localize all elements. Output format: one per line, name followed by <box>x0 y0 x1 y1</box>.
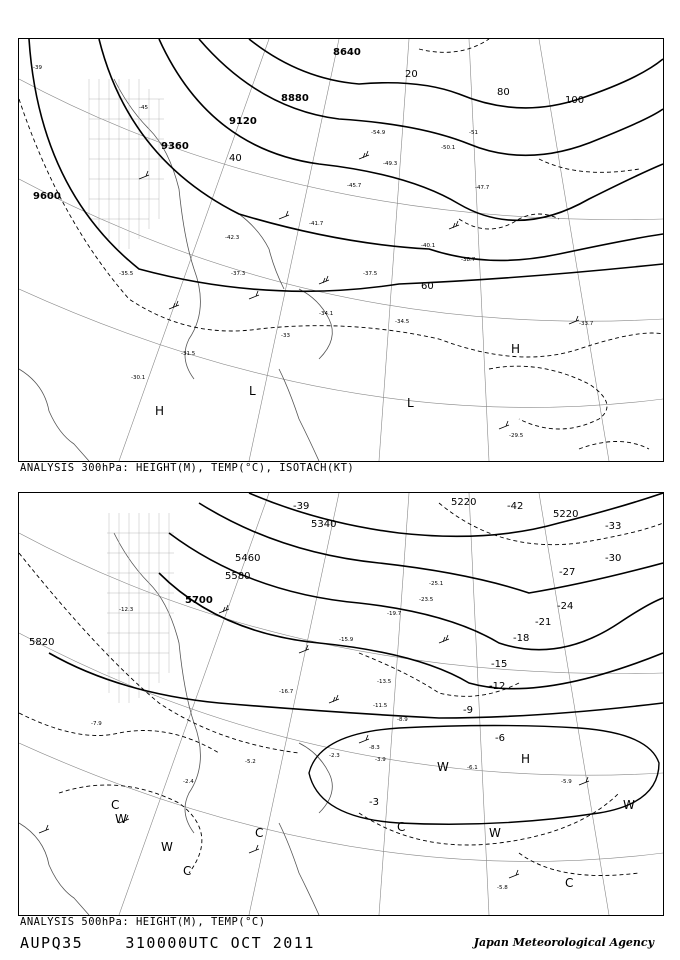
isotherm-label: -30 <box>605 553 622 564</box>
height-label-5340: 5340 <box>311 519 337 530</box>
warm-center: W <box>489 826 501 840</box>
bulletin-header <box>20 934 315 952</box>
temp-label: -38.7 <box>461 257 476 263</box>
temp-label: -25.1 <box>429 581 444 587</box>
isotherm-label: -42 <box>507 501 524 512</box>
warm-center: W <box>115 812 127 826</box>
temp-label: -15.9 <box>339 637 354 643</box>
temp-label: -29.5 <box>509 433 524 439</box>
upper-chart-caption: ANALYSIS 300hPa: HEIGHT(M), TEMP(°C), ISOTACH(KT) <box>20 462 355 474</box>
temp-label: -7.9 <box>91 721 102 727</box>
high-center: H <box>155 404 165 418</box>
temp-label: -5.8 <box>497 885 508 891</box>
isotach-label-60: 60 <box>421 281 434 292</box>
upper-temp-labels <box>33 65 594 439</box>
warm-center: W <box>437 760 449 774</box>
temp-label: -40.1 <box>421 243 436 249</box>
upper-chart-300hpa <box>18 38 664 462</box>
temp-label: -3.9 <box>375 757 386 763</box>
high-center: H <box>511 342 521 356</box>
temp-label: -45 <box>139 105 148 111</box>
isotherm-label: -39 <box>293 501 310 512</box>
bulletin-id: AUPQ35 <box>20 934 84 952</box>
upper-chart-map <box>19 39 663 461</box>
height-label-5220-right: 5220 <box>553 509 579 520</box>
height-label-5460: 5460 <box>235 553 261 564</box>
upper-height-contours <box>29 39 663 291</box>
isotach-label-80: 80 <box>497 87 510 98</box>
low-center: L <box>407 396 414 410</box>
lower-chart-500hpa <box>18 492 664 916</box>
upper-height-labels <box>33 47 361 202</box>
temp-label: -37.5 <box>363 271 378 277</box>
height-label-5580: 5580 <box>225 571 251 582</box>
height-label-8880: 8880 <box>281 93 309 104</box>
isotherm-label: -24 <box>557 601 574 612</box>
warm-center: W <box>161 840 173 854</box>
cold-center: C <box>111 798 120 812</box>
isotherm-label: -15 <box>491 659 508 670</box>
temp-label: -33 <box>281 333 290 339</box>
temp-label: -34.5 <box>395 319 410 325</box>
isotherm-label: -3 <box>369 797 379 808</box>
temp-label: -23.5 <box>419 597 434 603</box>
lower-height-labels <box>29 497 578 648</box>
height-label-9360: 9360 <box>161 141 189 152</box>
temp-label: -54.9 <box>371 130 386 136</box>
upper-pressure-centers <box>155 342 520 418</box>
height-label-5700: 5700 <box>185 595 213 606</box>
temp-label: -31.5 <box>181 351 196 357</box>
isotach-label-20: 20 <box>405 69 418 80</box>
temp-label: -50.1 <box>441 145 456 151</box>
temp-label: -37.3 <box>231 271 246 277</box>
height-label-9120: 9120 <box>229 116 257 127</box>
temp-label: -6.1 <box>467 765 478 771</box>
lower-graticule <box>19 493 663 915</box>
height-label-5220: 5220 <box>451 497 477 508</box>
lower-height-contours <box>49 493 663 824</box>
lower-chart-caption: ANALYSIS 500hPa: HEIGHT(M), TEMP(°C) <box>20 916 266 928</box>
isotach-label-100: 100 <box>565 95 585 106</box>
isotach-label-40: 40 <box>229 153 242 164</box>
temp-label: -16.7 <box>279 689 294 695</box>
height-label-8640: 8640 <box>333 47 361 58</box>
temp-label: -30.1 <box>131 375 146 381</box>
temp-label: -5.2 <box>245 759 256 765</box>
temp-label: -35.5 <box>119 271 134 277</box>
temp-label: -8.9 <box>397 717 408 723</box>
temp-label: -11.5 <box>373 703 388 709</box>
low-center: L <box>249 384 256 398</box>
temp-label: -47.7 <box>475 185 490 191</box>
cold-center: C <box>255 826 264 840</box>
warm-center: W <box>623 798 635 812</box>
upper-wind-barbs <box>139 151 579 429</box>
cold-center: C <box>183 864 192 878</box>
temp-label: -2.4 <box>183 779 194 785</box>
isotherm-label: -33 <box>605 521 622 532</box>
upper-coastline <box>19 79 332 461</box>
temp-label: -13.5 <box>377 679 392 685</box>
temp-label: -5.9 <box>561 779 572 785</box>
temp-label: -42.3 <box>225 235 240 241</box>
isotherm-label: -6 <box>495 733 505 744</box>
temp-label: -34.1 <box>319 311 334 317</box>
cold-center: C <box>397 820 406 834</box>
agency-name: Japan Meteorological Agency <box>473 936 654 949</box>
temp-label: -51 <box>469 130 478 136</box>
cold-center: C <box>565 876 574 890</box>
isotherm-label: -18 <box>513 633 530 644</box>
valid-time: 310000UTC OCT 2011 <box>125 934 315 952</box>
temp-label: -8.3 <box>369 745 380 751</box>
height-label-9600: 9600 <box>33 191 61 202</box>
temp-label: -41.7 <box>309 221 324 227</box>
temp-label: -33.7 <box>579 321 594 327</box>
temp-label: -49.3 <box>383 161 398 167</box>
upper-terrain-hatch <box>89 79 164 249</box>
isotherm-label: -27 <box>559 567 576 578</box>
isotherm-label: -21 <box>535 617 552 628</box>
isotherm-label: -12 <box>489 681 506 692</box>
temp-label: -2.3 <box>329 753 340 759</box>
temp-label: -39 <box>33 65 42 71</box>
isotherm-label: -9 <box>463 705 473 716</box>
lower-terrain-hatch <box>107 513 174 703</box>
high-center: H <box>521 752 531 766</box>
height-label-5820: 5820 <box>29 637 55 648</box>
temp-label: -19.7 <box>387 611 402 617</box>
temp-label: -12.3 <box>119 607 134 613</box>
temp-label: -45.7 <box>347 183 362 189</box>
lower-chart-map <box>19 493 663 915</box>
